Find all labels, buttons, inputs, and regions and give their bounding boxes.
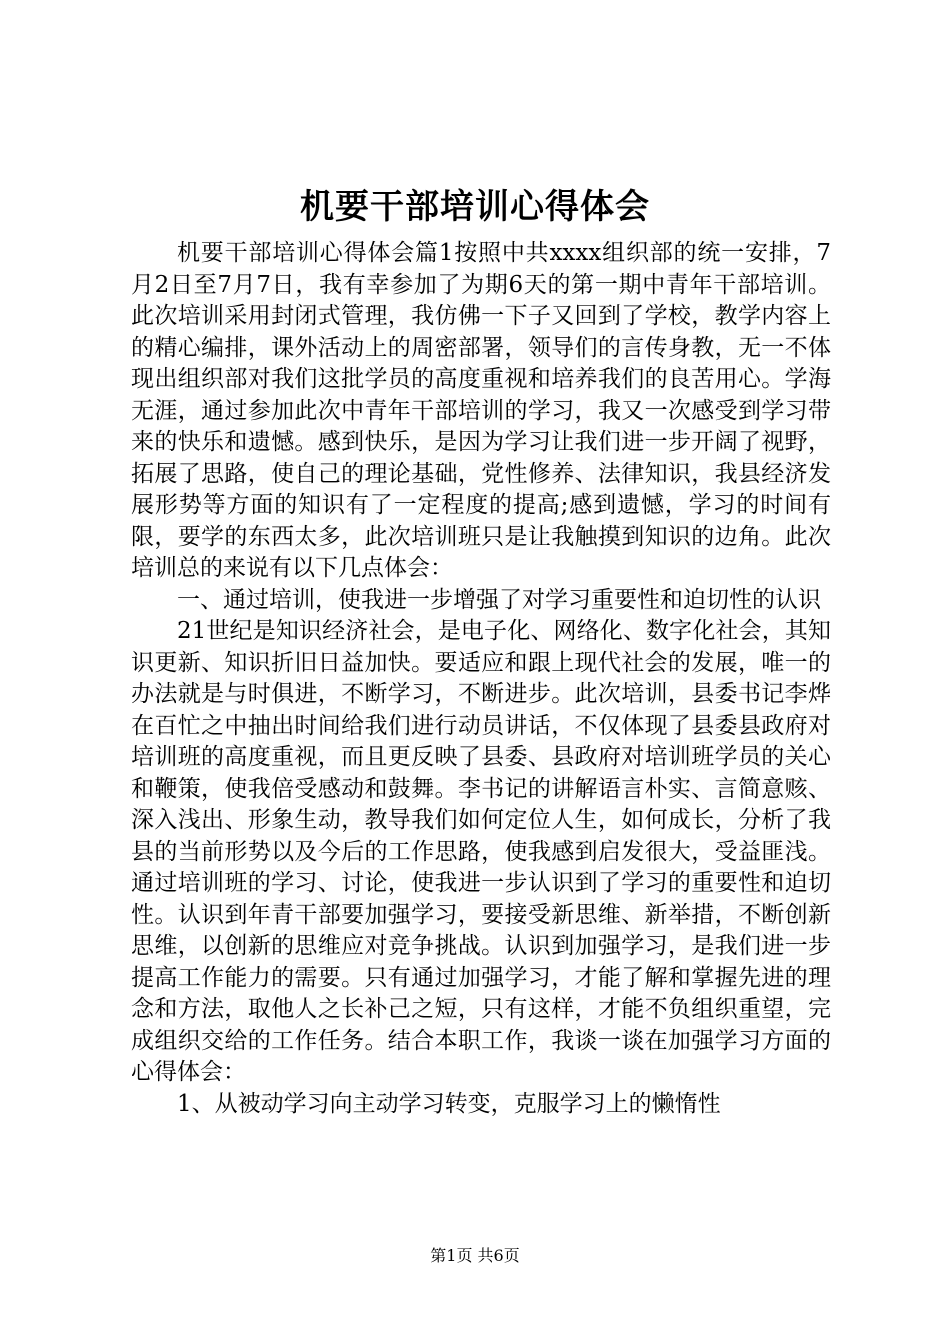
paragraph-section-1: 21世纪是知识经济社会，是电子化、网络化、数字化社会，其知识更新、知识折旧日益加快。要适应和跟上现代社会的发展，唯一的办法就是与时俱进，不断学习，不断进步。此次培训，县委书记李烨在百忙之中抽出时间给我们进行动员讲话，不仅体现了县委县政府对培训班的高度重视，而且更反映了县委、县政府对培训班学员的关心和鞭策，使我倍受感动和鼓舞。李书记的讲解语言朴实、言简意赅、深入浅出、形象生动，教导我们如何定位人生，如何成长，分析了我县的当前形势以及今后的工作思路，使我感到启发很大，受益匪浅。通过培训班的学习、讨论，使我进一步认识到了学习的重要性和迫切性。认识到年青干部要加强学习，要接受新思维、新举措，不断创新思维，以创新的思维应对竞争挑战。认识到加强学习，是我们进一步提高工作能力的需要。只有通过加强学习，才能了解和掌握先进的理念和方法，取他人之长补己之短，只有这样，才能不负组织重望，完成组织交给的工作任务。结合本职工作，我谈一谈在加强学习方面的心得体会： — [131, 618, 831, 1085]
subheading-1: 1、从被动学习向主动学习转变，克服学习上的懒惰性 — [177, 1090, 721, 1117]
document-body — [131, 238, 831, 1120]
paragraph-intro: 机要干部培训心得体会篇1按照中共xxxx组织部的统一安排，7月2日至7月7日，我有幸参加了为期6天的第一期中青年干部培训。此次培训采用封闭式管理，我仿佛一下子又回到了学校，教学内容上的精心编排，课外活动上的周密部署，领导们的言传身教，无一不体现出组织部对我们这批学员的高度重视和培养我们的良苦用心。学海无涯，通过参加此次中青年干部培训的学习，我又一次感受到学习带来的快乐和遗憾。感到快乐，是因为学习让我们进一步开阔了视野，拓展了思路，使自己的理论基础，党性修养、法律知识，我县经济发展形势等方面的知识有了一定程度的提高;感到遗憾，学习的时间有限，要学的东西太多，此次培训班只是让我触摸到知识的边角。此次培训总的来说有以下几点体会： — [131, 240, 831, 581]
section-heading-1: 一、通过培训，使我进一步增强了对学习重要性和迫切性的认识 — [177, 586, 821, 613]
page-footer: 第1页 共6页 — [430, 1246, 520, 1265]
document-title: 机要干部培训心得体会 — [300, 187, 650, 227]
